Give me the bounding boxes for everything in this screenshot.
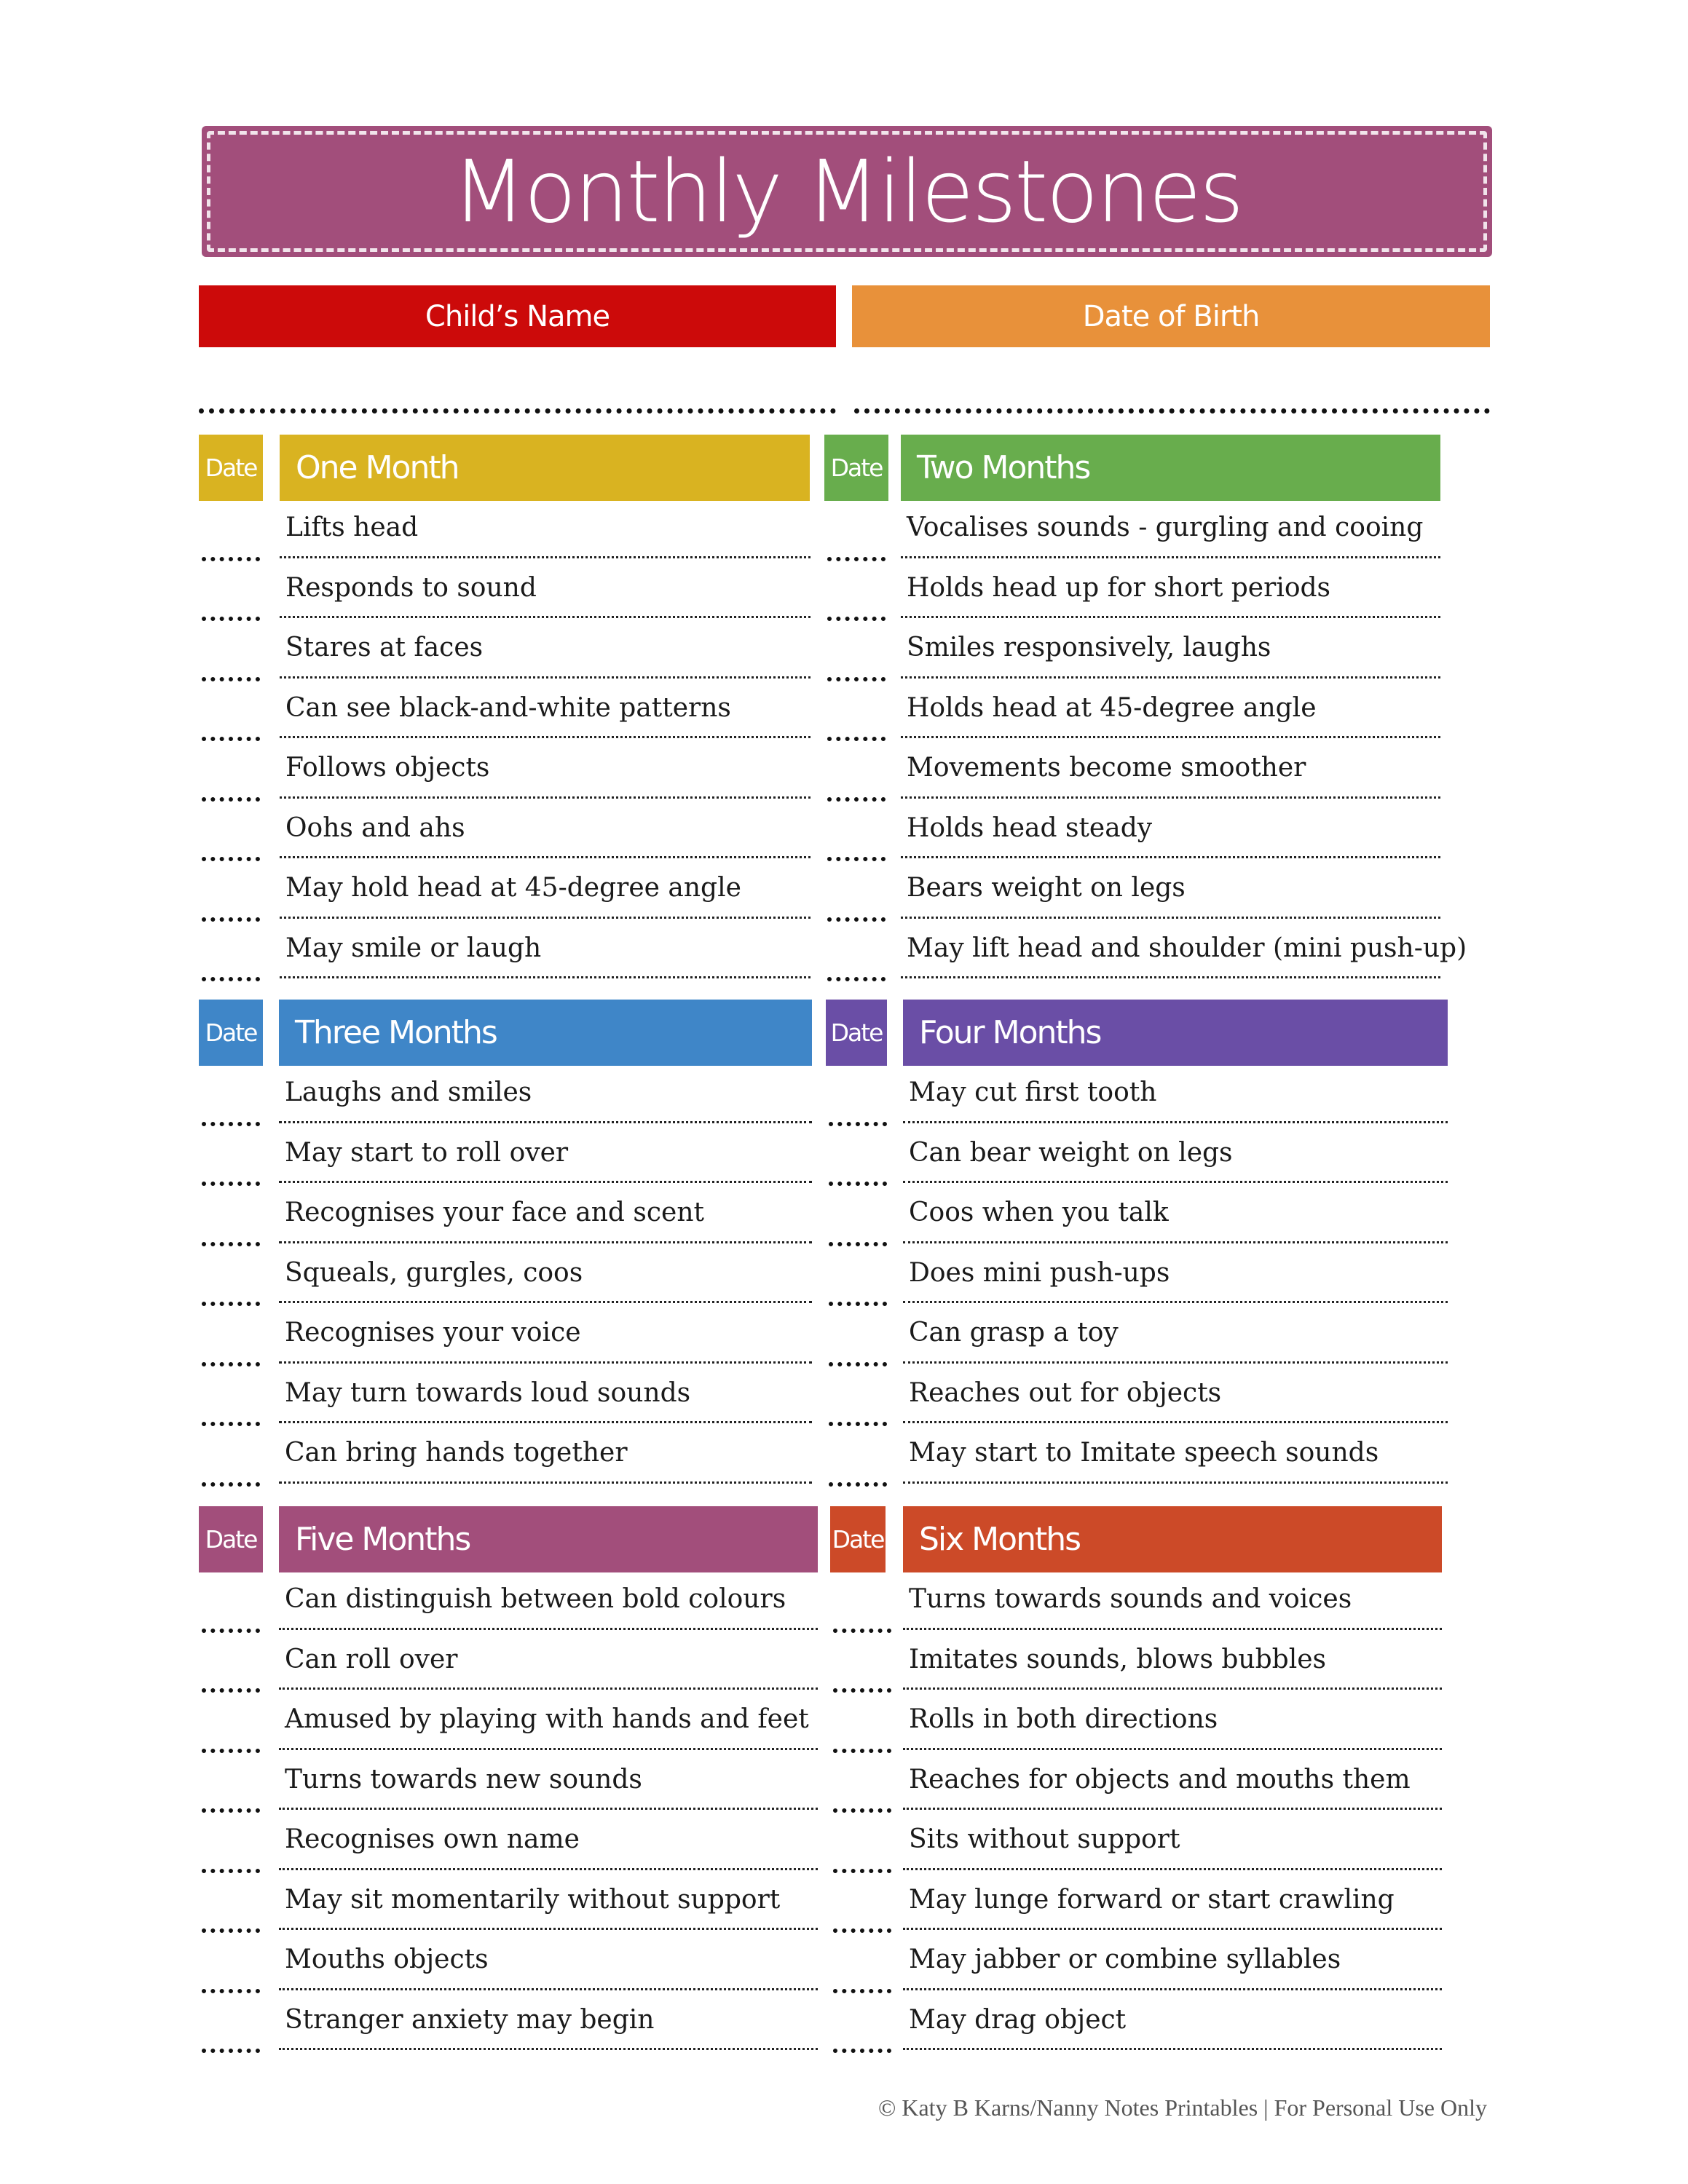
milestone-underline [279,1988,818,1990]
date-entry-field[interactable] [833,2049,891,2053]
milestone-item [830,1753,1442,1813]
milestone-text: May start to Imitate speech sounds [909,1438,1379,1468]
milestone-item [199,561,811,622]
title-banner [202,126,1492,257]
milestone-underline [280,976,811,978]
child-name-field[interactable] [199,408,836,414]
milestone-text: Follows objects [285,753,490,783]
milestone-text: May cut first tooth [909,1077,1157,1107]
milestone-underline [279,1928,818,1930]
milestone-text: Stranger anxiety may begin [285,2004,655,2035]
milestone-text: Mouths objects [285,1944,489,1974]
milestone-item [830,1693,1442,1753]
milestone-underline [279,1628,818,1630]
milestone-text: Can bear weight on legs [909,1137,1233,1168]
milestone-text: Bears weight on legs [907,873,1186,903]
dob-header [852,285,1490,347]
milestone-underline [280,796,811,799]
milestone-text: Turns towards new sounds [285,1764,642,1795]
milestone-underline [901,616,1440,618]
milestone-item [199,1066,812,1126]
milestone-list [199,501,811,981]
milestone-text: Reaches out for objects [909,1377,1222,1408]
milestone-item [199,1572,818,1633]
milestone-underline [903,1928,1442,1930]
milestone-underline [280,556,811,558]
milestone-item [830,1933,1442,1993]
milestone-underline [279,1748,818,1750]
milestone-text: May smile or laugh [285,933,542,963]
date-tab: Date [199,1506,263,1572]
date-tab: Date [199,1000,263,1066]
date-tab: Date [830,1506,886,1572]
milestone-underline [903,1241,1448,1243]
milestone-item [199,1633,818,1693]
milestone-item [830,1873,1442,1934]
section-title: Two Months [901,435,1440,501]
milestone-text: Movements become smoother [907,753,1306,783]
milestone-underline [903,1361,1448,1364]
milestone-item [199,1813,818,1873]
milestone-item [830,1572,1442,1633]
milestone-text: Holds head at 45-degree angle [907,692,1317,723]
milestone-text: Turns towards sounds and voices [909,1584,1352,1614]
milestone-underline [901,976,1440,978]
milestone-item [824,621,1440,681]
milestone-text: Amused by playing with hands and feet [285,1704,809,1734]
date-entry-field[interactable] [202,2049,260,2053]
milestone-underline [903,1868,1442,1870]
milestone-text: May drag object [909,2004,1127,2035]
milestone-text: Stares at faces [285,633,484,662]
milestone-text: May sit momentarily without support [285,1884,781,1915]
milestone-item [824,802,1440,862]
milestone-list [826,1066,1448,1487]
section-title: Five Months [279,1506,818,1572]
milestone-item [199,1693,818,1753]
milestone-underline [903,1421,1448,1423]
milestone-text: May turn towards loud sounds [285,1377,691,1408]
milestone-item [824,501,1440,561]
milestone-text: Smiles responsively, laughs [907,633,1271,662]
milestone-item [824,741,1440,802]
milestone-underline [903,1808,1442,1810]
milestone-item [199,1426,812,1487]
milestone-item [199,621,811,681]
milestone-item [199,1306,812,1366]
milestone-text: Responds to sound [285,572,537,603]
milestone-text: Vocalises sounds - gurgling and cooing [907,513,1424,542]
milestone-underline [903,1301,1448,1303]
milestone-item [824,922,1467,982]
milestone-underline [280,676,811,678]
milestone-item [199,922,811,982]
milestone-text: Reaches for objects and mouths them [909,1764,1411,1795]
milestone-text: Rolls in both directions [909,1704,1218,1734]
section-title: Four Months [903,1000,1448,1066]
milestone-item [830,1633,1442,1693]
milestone-text: Recognises own name [285,1824,580,1854]
milestone-underline [279,1808,818,1810]
milestone-text: Recognises your voice [285,1318,581,1348]
date-tab: Date [824,435,888,501]
milestone-item [826,1246,1448,1307]
date-tab: Date [199,435,263,501]
dob-label: Date of Birth [1082,299,1260,333]
milestone-item [830,1993,1442,2054]
milestone-item [824,861,1440,922]
milestone-text: Oohs and ahs [285,812,465,843]
milestone-text: Sits without support [909,1824,1180,1854]
milestone-item [199,681,811,742]
milestone-text: May start to roll over [285,1137,569,1168]
milestone-item [199,861,811,922]
milestone-text: Laughs and smiles [285,1077,532,1107]
milestone-underline [901,796,1440,799]
section-title: Six Months [903,1506,1442,1572]
milestone-item [826,1066,1448,1126]
milestone-underline [903,2048,1442,2050]
milestone-underline [901,917,1440,919]
milestone-text: Squeals, gurgles, coos [285,1257,583,1288]
milestone-underline [901,676,1440,678]
milestone-underline [279,1361,812,1364]
milestone-text: Recognises your face and scent [285,1198,704,1227]
milestone-item [199,1186,812,1246]
child-name-label: Child’s Name [425,299,610,333]
milestone-item [824,561,1440,622]
milestone-text: May hold head at 45-degree angle [285,873,741,903]
milestone-item [826,1306,1448,1366]
milestone-item [826,1126,1448,1187]
date-entry-field[interactable] [202,1482,260,1487]
dob-field[interactable] [854,408,1490,414]
milestone-text: Holds head steady [907,812,1153,843]
milestone-text: Can bring hands together [285,1438,628,1468]
milestone-item [199,501,811,561]
milestone-text: May jabber or combine syllables [909,1944,1341,1974]
milestone-underline [903,1748,1442,1750]
milestone-underline [901,856,1440,858]
milestone-underline [901,736,1440,738]
milestone-underline [903,1688,1442,1690]
milestone-item [199,1933,818,1993]
milestone-underline [901,556,1440,558]
milestone-list [830,1572,1442,2053]
milestone-underline [903,1988,1442,1990]
milestone-text: Can roll over [285,1644,458,1674]
milestone-underline [279,1301,812,1303]
milestone-text: Can grasp a toy [909,1318,1119,1348]
milestone-text: Imitates sounds, blows bubbles [909,1644,1326,1674]
milestone-underline [279,1181,812,1183]
milestone-underline [903,1628,1442,1630]
date-entry-field[interactable] [829,1482,887,1487]
milestone-underline [279,1688,818,1690]
date-entry-field[interactable] [827,977,886,981]
milestone-text: Can see black-and-white patterns [285,692,731,723]
milestone-list [824,501,1467,981]
milestone-item [199,1246,812,1307]
page-title: Monthly Milestones [451,141,1242,242]
milestone-text: Holds head up for short periods [907,572,1331,603]
milestone-item [826,1186,1448,1246]
milestone-item [199,1366,812,1427]
milestone-underline [280,856,811,858]
milestone-text: Lifts head [285,513,419,542]
milestone-item [199,1753,818,1813]
child-name-header [199,285,836,347]
milestone-item [199,1126,812,1187]
milestone-text: May lift head and shoulder (mini push-up) [907,933,1467,963]
milestone-underline [279,1121,812,1123]
milestone-underline [279,1421,812,1423]
milestone-underline [903,1481,1448,1484]
milestone-text: Can distinguish between bold colours [285,1584,786,1614]
milestone-underline [280,616,811,618]
copyright-footer: © Katy B Karns/Nanny Notes Printables | For Personal Use Only [878,2094,1487,2121]
section-title: Three Months [279,1000,812,1066]
date-tab: Date [826,1000,887,1066]
milestone-item [830,1813,1442,1873]
milestone-underline [903,1181,1448,1183]
milestone-item [199,1993,818,2054]
milestone-list [199,1066,812,1487]
milestone-item [199,741,811,802]
milestone-item [824,681,1440,742]
milestone-text: Does mini push-ups [909,1257,1170,1288]
section-title: One Month [280,435,810,501]
milestone-underline [279,1481,812,1484]
milestone-underline [903,1121,1448,1123]
milestone-underline [279,2048,818,2050]
milestone-text: Coos when you talk [909,1198,1169,1227]
milestone-list [199,1572,818,2053]
date-entry-field[interactable] [202,977,260,981]
milestone-underline [280,917,811,919]
milestone-underline [279,1241,812,1243]
milestone-text: May lunge forward or start crawling [909,1884,1395,1915]
milestone-underline [279,1868,818,1870]
milestone-item [826,1366,1448,1427]
milestone-item [199,802,811,862]
milestone-item [826,1426,1448,1487]
milestone-item [199,1873,818,1934]
milestone-underline [280,736,811,738]
